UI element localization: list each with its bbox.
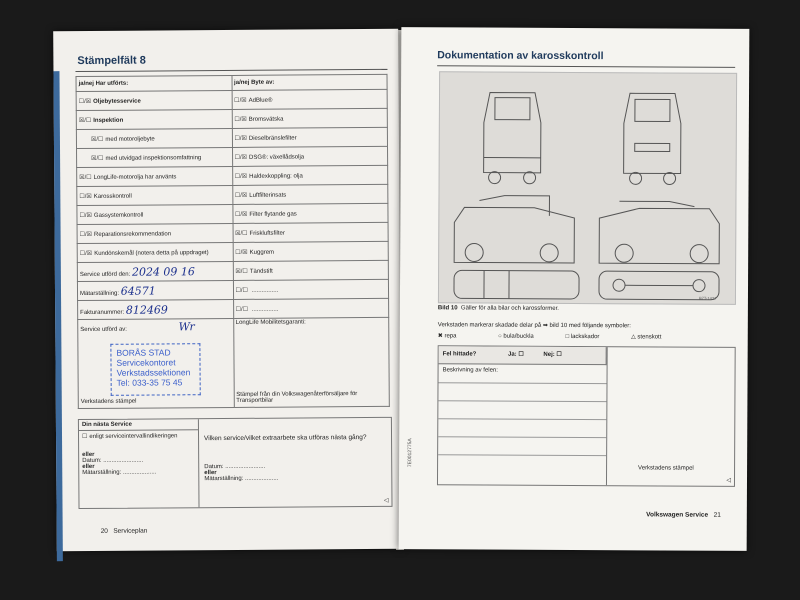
table-row (77, 222, 388, 243)
row-label: LongLife-motorolja har använts (93, 173, 177, 181)
or-label: eller (204, 470, 217, 477)
or-label: eller (82, 451, 95, 459)
stamp-line: Tel: 033-35 75 45 (116, 377, 183, 388)
checkbox-icon: ☐/☒ (234, 116, 247, 123)
table-row (77, 184, 388, 205)
page-label: Serviceplan (113, 527, 148, 535)
table-row (77, 260, 388, 281)
mileage-label: Mätarställning: (82, 469, 122, 477)
brand-label: Volkswagen Service (646, 511, 709, 519)
next-service-option: enligt serviceintervallindikeringen (89, 433, 178, 440)
checkbox-icon: ☐/☒ (79, 250, 93, 257)
no-label: Nej: (543, 351, 555, 358)
right-page (399, 27, 750, 551)
handwritten-date: 2024 09 16 (131, 264, 195, 279)
checkbox-icon: ☐/☒ (234, 154, 248, 161)
checkbox-icon: ☐/☒ (78, 98, 92, 105)
checkbox-icon: ☒/☐ (91, 155, 104, 162)
column-divider (606, 347, 608, 485)
yes-label: Ja: (507, 351, 517, 358)
checkbox-icon: ☒/☐ (235, 230, 248, 237)
row-label: LongLife Mobilitetsgaranti: (235, 319, 306, 326)
col-header-replaced: ja/nej Byte av: (232, 74, 388, 90)
table-row (76, 108, 387, 129)
page-number: 21 (713, 511, 721, 519)
transport-stamp-label: Stämpel från din Volkswagenåterförsäljare för Transportbilar (236, 391, 358, 404)
table-row (76, 127, 387, 148)
checkbox-icon: ☒/☐ (79, 174, 92, 181)
description-label: Beskrivning av felen: (442, 367, 498, 374)
row-label: Kundönskemål (notera detta på uppdraget) (94, 249, 209, 257)
checkbox-icon: ☒/☐ (78, 117, 92, 124)
or-label: eller (82, 463, 95, 471)
checkbox-icon: ☐/☒ (79, 231, 93, 238)
line-divider (438, 418, 606, 420)
checkbox-icon[interactable]: ☐ (556, 351, 562, 358)
row-label: Dieselbränslefilter (248, 135, 297, 142)
line-divider (438, 436, 606, 438)
symbol-scratch: ✖ repa (437, 333, 457, 340)
row-label: AdBlue® (248, 97, 273, 104)
row-label: Bromsvätska (248, 116, 284, 123)
handwritten-mileage: 64571 (120, 284, 156, 298)
table-row (76, 89, 387, 110)
row-label: Friskluftsfilter (249, 230, 285, 237)
row-label: Reparationsrekommendation (94, 230, 172, 238)
row-label: DSG®: växellådsolja (248, 153, 305, 161)
stamp-line: Servicekontoret (116, 357, 176, 368)
row-label: Oljebytesservice (93, 98, 141, 105)
line-divider (438, 454, 606, 456)
row-label: med utvidgad inspektionsomfattning (105, 154, 202, 162)
symbol-stone: △ stenskott (631, 334, 662, 341)
date-label: Datum: (204, 464, 224, 471)
page-number: 20 (100, 527, 108, 535)
fault-question: Fel hittade? (442, 351, 477, 358)
stamp-line: Verkstadssektionen (116, 367, 191, 378)
van-outline-illustration (439, 72, 736, 304)
page-footer (101, 528, 148, 535)
page-title: Dokumentation av karosskontroll (437, 49, 604, 63)
extra-work-question: Vilken service/vilket extraarbete ska utföras nästa gång? (204, 434, 367, 443)
row-label: Tändstift (249, 268, 273, 275)
row-label: Kuggrem (249, 249, 275, 256)
checkbox-icon: ☐/☒ (234, 97, 247, 104)
caption-label: Bild 10 (437, 305, 458, 312)
checkbox-icon: ☐/☒ (234, 211, 248, 218)
figure-code: B7T-1437 (698, 295, 717, 301)
symbol-dent: ○ bula/buckla (498, 333, 534, 340)
line-divider (439, 382, 607, 384)
table-row (77, 146, 388, 167)
workshop-stamp-label: Verkstadens stämpel (638, 465, 694, 472)
checkbox-icon: ☐ (82, 433, 88, 441)
row-label: Haldexkoppling: olja (249, 172, 303, 180)
arrow-left-icon: ◁ (383, 497, 389, 504)
row-label: Luftfilterinsats (249, 192, 287, 199)
symbol-legend (438, 332, 734, 341)
checkbox-icon: ☐/☒ (235, 249, 248, 256)
mileage-label: Mätarställning: (204, 475, 244, 483)
workshop-stamp-label: Verkstadens stämpel (80, 398, 137, 406)
next-service-title: Din nästa Service (79, 419, 198, 431)
workshop-stamp (110, 343, 200, 396)
checkbox-icon: ☒/☐ (235, 268, 248, 275)
checkbox-icon[interactable]: ☐ (518, 351, 524, 358)
row-label: Gassystemkontroll (93, 212, 144, 219)
title-rule (75, 69, 387, 72)
checkbox-icon: ☐/☒ (234, 192, 248, 199)
fault-box (437, 345, 736, 487)
left-page (53, 29, 402, 551)
checkbox-icon: ☒/☐ (90, 136, 104, 143)
stamp-line: BORÅS STAD (116, 347, 171, 358)
caption-text: Gäller för alla bilar och karossformer. (460, 305, 559, 312)
symbol-paint: □ lackskador (565, 333, 600, 341)
checkbox-icon: ☐/☐ (235, 306, 249, 313)
page-title: Stämpelfält 8 (77, 54, 146, 68)
handwritten-invoice: 812469 (125, 302, 168, 317)
row-label: med motoroljebyte (105, 136, 155, 143)
table-row: Fakturanummer: 812469 ☐/☐ ................ (78, 298, 389, 319)
row-label: Inspektion (93, 117, 124, 124)
page-edge-bar (53, 71, 62, 561)
checkbox-icon: ☐/☐ (235, 287, 248, 294)
row-label: Fakturanummer: (80, 309, 125, 316)
table-row (77, 165, 388, 186)
col-header-done: ja/nej Har utförts: (76, 75, 232, 91)
checkbox-icon: ☐/☒ (79, 212, 92, 219)
date-label: Datum: (82, 457, 102, 465)
arrow-left-icon: ◁ (726, 477, 732, 484)
vehicle-diagram (438, 71, 737, 305)
table-row (77, 203, 388, 224)
page-footer (646, 511, 721, 518)
instruction-text: Verkstaden markerar skadade delar på ➡ bild 10 med följande symboler: (437, 322, 631, 330)
table-row: Mätarställning: 64571 ☐/☐ ................ (77, 279, 388, 300)
next-service-box: Din nästa Service ☐ enligt serviceintervallindikeringen eller Datum: ........................ eller Mätarställning: .................... Vilken service/vilket extraarbete ska utföras nästa gång? Datum: ........................ eller Mätarställning: .................... ◁ (78, 417, 393, 509)
side-document-id: 7E0012775A (407, 438, 414, 468)
checkbox-icon: ☐/☒ (79, 193, 92, 200)
line-divider (438, 400, 606, 402)
row-label: Service utförd av: (80, 326, 127, 334)
handwritten-signature: Wr (178, 320, 195, 334)
table-row (77, 241, 388, 262)
row-label: Mätarställning: (80, 290, 120, 297)
figure-caption (438, 305, 559, 312)
row-label: Filter flytande gas (249, 211, 297, 218)
checkbox-icon: ☐/☒ (234, 173, 248, 180)
checkbox-icon: ☐/☒ (234, 135, 247, 142)
title-rule (437, 65, 735, 68)
row-label: Karosskontroll (93, 193, 132, 200)
row-label: Service utförd den: (79, 271, 131, 278)
